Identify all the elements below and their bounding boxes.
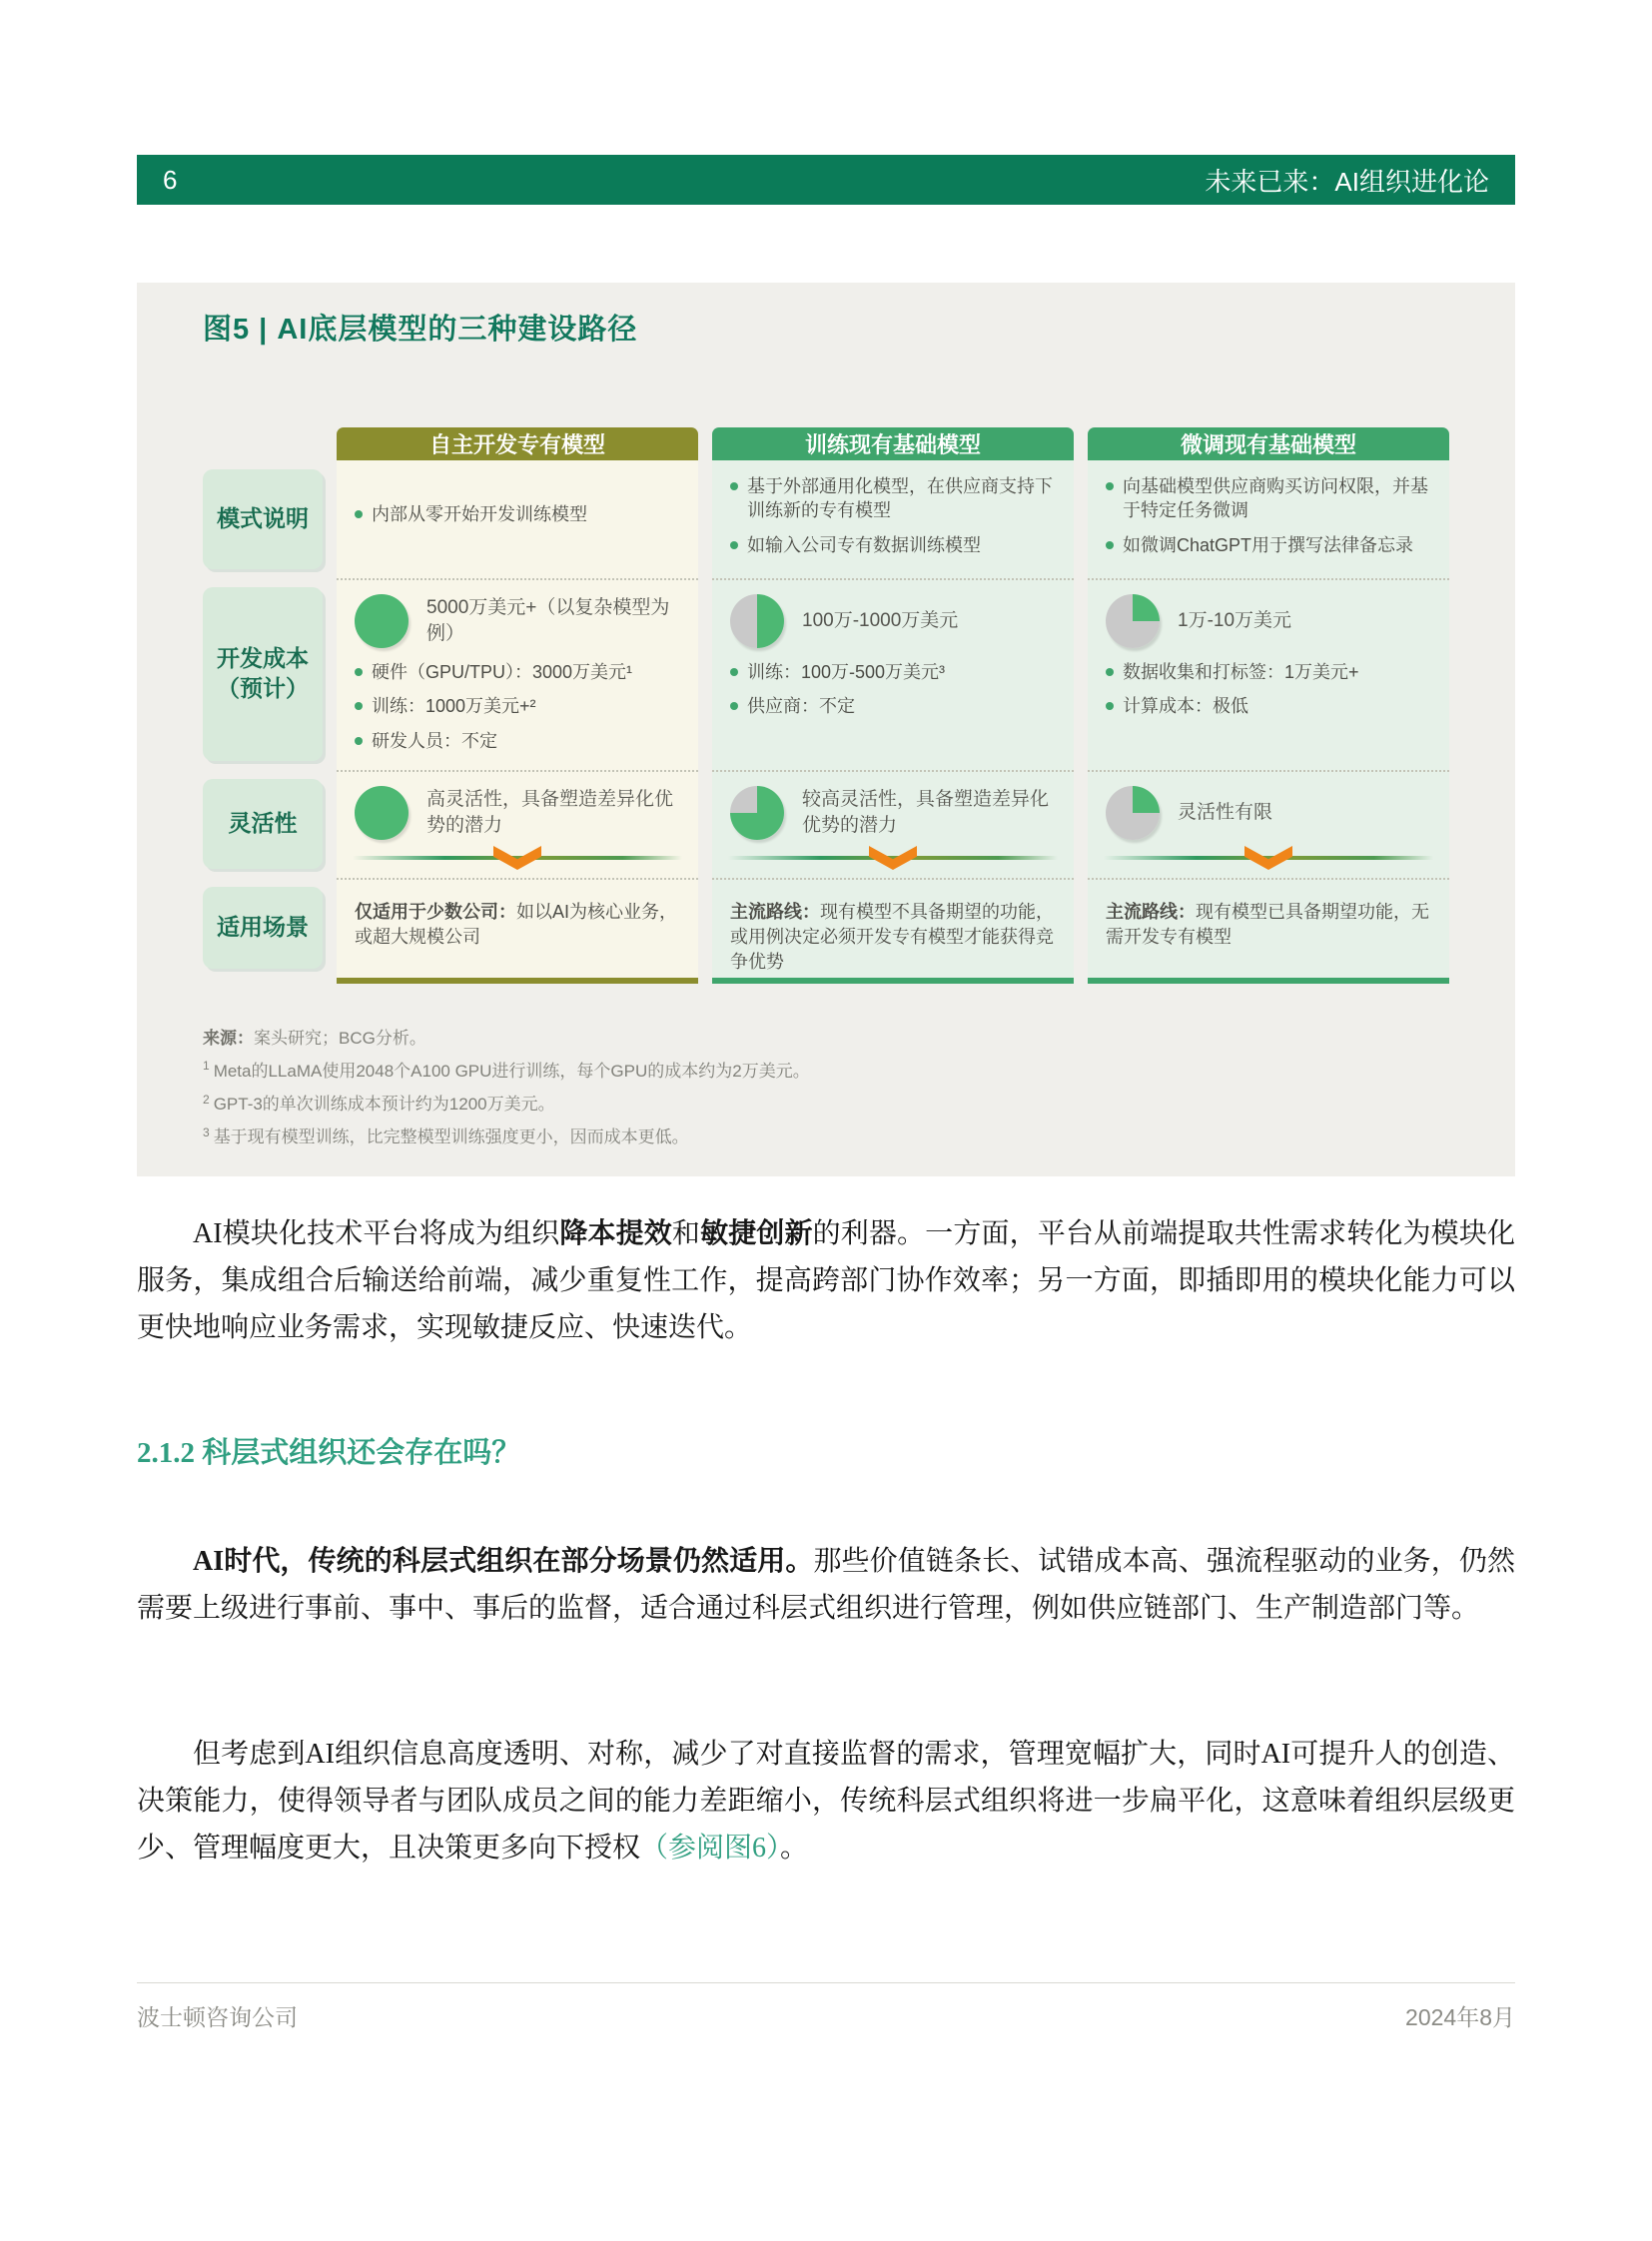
- footnotes: [203, 1055, 1449, 1153]
- row-label-scenario: 适用场景: [203, 887, 323, 969]
- report-title: 未来已来：AI组织进化论: [1205, 166, 1489, 197]
- transition-indicator: [728, 846, 1058, 870]
- column-header-train-existing: 训练现有基础模型: [712, 427, 1074, 460]
- bullet-dot-icon: [355, 737, 363, 745]
- scenario-text: 现有模型已具备期望功能，无需开发专有模型: [1106, 902, 1429, 948]
- column-self-develop: [337, 427, 698, 984]
- cell-flexibility-col2: [712, 770, 1074, 878]
- scenario-lead: 主流路线：: [730, 902, 820, 922]
- cell-flexibility-col3: [1088, 770, 1449, 878]
- transition-indicator: [1104, 846, 1433, 870]
- bullet-item: 数据收集和打标签：1万美元+: [1106, 660, 1431, 684]
- cost-estimate: 100万-1000万美元: [802, 610, 959, 632]
- bullet-dot-icon: [730, 482, 738, 490]
- cell-mode-col2: [712, 460, 1074, 578]
- row-label-column: [203, 427, 323, 984]
- footnote: $^2$ GPT-3的单次训练成本预计约为1200万美元。: [203, 1092, 555, 1115]
- footnote: $^1$ Meta的LLaMA使用2048个A100 GPU进行训练，每个GPU的成本约为2万美元。: [203, 1059, 810, 1082]
- bullet-item: 内部从零开始开发训练模型: [355, 502, 680, 526]
- pie-chart-full-icon: [355, 786, 409, 840]
- paragraph-flatten: 但考虑到AI组织信息高度透明、对称，减少了对直接监督的需求，管理宽幅扩大，同时AI可提升人的创造、决策能力，使得领导者与团队成员之间的能力差距缩小，传统科层式组织将进一步扁平化，这意味着组织层级更少、管理幅度更大，且决策更多向下授权（参阅图6）。: [137, 1739, 1515, 1864]
- bullet-item: 向基础模型供应商购买访问权限，并基于特定任务微调: [1106, 474, 1431, 523]
- bullet-item: 硬件（GPU/TPU）：3000万美元¹: [355, 660, 680, 684]
- page-number: 6: [163, 164, 178, 195]
- bullet-item: 训练：1000万美元+²: [355, 694, 680, 718]
- scenario-text: 如以AI为核心业务，或超大规模公司: [355, 902, 678, 948]
- bullet-item: 基于外部通用化模型，在供应商支持下训练新的专有模型: [730, 474, 1056, 523]
- scenario-lead: 仅适用于少数公司：: [355, 902, 516, 922]
- figure-notes: [203, 1022, 1449, 1154]
- bullet-dot-icon: [355, 510, 363, 518]
- column-header-finetune-existing: 微调现有基础模型: [1088, 427, 1449, 460]
- column-train-existing: [712, 427, 1074, 984]
- column-header-self-develop: 自主开发专有模型: [337, 427, 698, 460]
- flexibility-note: 灵活性有限: [1178, 802, 1273, 824]
- column-body: [1088, 460, 1449, 984]
- scenario-lead: 主流路线：: [1106, 902, 1196, 922]
- footnote: $^3$ 基于现有模型训练，比完整模型训练强度更小，因而成本更低。: [203, 1124, 689, 1147]
- footer-date: 2024年8月: [1405, 2004, 1515, 2030]
- cell-cost-col1: [337, 578, 698, 770]
- bullet-item: 训练：100万-500万美元³: [730, 660, 1056, 684]
- bullet-dot-icon: [355, 668, 363, 676]
- bullet-item: 计算成本：极低: [1106, 694, 1431, 718]
- paragraph-platform: AI模块化技术平台将成为组织降本提效和敏捷创新的利器。一方面，平台从前端提取共性需求转化为模块化服务，集成组合后输送给前端，减少重复性工作，提高跨部门协作效率；另一方面，即插即用的模块化能力可以更快地响应业务需求，实现敏捷反应、快速迭代。: [137, 1218, 1515, 1343]
- bullet-dot-icon: [1106, 541, 1114, 549]
- cell-cost-col3: [1088, 578, 1449, 770]
- figure-6-reference-link[interactable]: （参阅图6）: [640, 1833, 781, 1864]
- flexibility-note: 高灵活性，具备塑造差异化优势的潜力: [426, 789, 674, 836]
- bullet-dot-icon: [730, 702, 738, 710]
- bullet-item: 研发人员：不定: [355, 729, 680, 753]
- cell-scenario-col3: [1088, 878, 1449, 978]
- cost-estimate: 1万-10万美元: [1178, 610, 1292, 632]
- bullet-dot-icon: [1106, 668, 1114, 676]
- section-heading-212: 2.1.2 科层式组织还会存在吗？: [137, 1437, 521, 1469]
- scenario-text: 现有模型不具备期望的功能，或用例决定必须开发专有模型才能获得竞争优势: [730, 902, 1054, 973]
- cell-mode-col3: [1088, 460, 1449, 578]
- column-finetune-existing: [1088, 427, 1449, 984]
- flexibility-note: 较高灵活性，具备塑造差异化优势的潜力: [802, 789, 1050, 836]
- source-label: 来源：: [203, 1029, 254, 1048]
- figure-title: 图5 | AI底层模型的三种建设路径: [203, 314, 638, 346]
- bullet-dot-icon: [730, 541, 738, 549]
- figure-5: [137, 283, 1515, 1176]
- pie-chart-three-quarter-icon: [730, 786, 784, 840]
- cell-scenario-col1: [337, 878, 698, 978]
- figure-table: [203, 427, 1449, 984]
- source-text: 案头研究；BCG分析。: [254, 1029, 426, 1048]
- transition-indicator: [353, 846, 682, 870]
- cell-scenario-col2: [712, 878, 1074, 978]
- page-footer: [137, 1982, 1515, 2032]
- pie-chart-quarter-icon: [1106, 594, 1160, 648]
- bullet-dot-icon: [355, 702, 363, 710]
- column-body: [337, 460, 698, 984]
- bullet-item: 供应商：不定: [730, 694, 1056, 718]
- cell-mode-col1: [337, 460, 698, 578]
- bullet-item: 如微调ChatGPT用于撰写法律备忘录: [1106, 533, 1431, 557]
- bullet-dot-icon: [1106, 702, 1114, 710]
- bullet-dot-icon: [1106, 482, 1114, 490]
- cell-flexibility-col1: [337, 770, 698, 878]
- pie-chart-half-icon: [730, 594, 784, 648]
- bullet-item: 如输入公司专有数据训练模型: [730, 533, 1056, 557]
- pie-chart-quarter-icon: [1106, 786, 1160, 840]
- cell-cost-col2: [712, 578, 1074, 770]
- row-label-cost: 开发成本 （预计）: [203, 587, 323, 761]
- source-line: [203, 1022, 1449, 1055]
- pie-chart-full-icon: [355, 594, 409, 648]
- row-label-mode: 模式说明: [203, 469, 323, 569]
- column-body: [712, 460, 1074, 984]
- label-spacer: [203, 427, 323, 460]
- bullet-dot-icon: [730, 668, 738, 676]
- footer-company: 波士顿咨询公司: [137, 2004, 298, 2030]
- row-label-flexibility: 灵活性: [203, 779, 323, 869]
- paragraph-hierarchy-valid: AI时代，传统的科层式组织在部分场景仍然适用。那些价值链条长、试错成本高、强流程驱动的业务，仍然需要上级进行事前、事中、事后的监督，适合通过科层式组织进行管理，例如供应链部门、生产制造部门等。: [137, 1546, 1515, 1624]
- page-header-bar: [137, 155, 1515, 205]
- cost-estimate: 5000万美元+（以复杂模型为例）: [426, 597, 670, 644]
